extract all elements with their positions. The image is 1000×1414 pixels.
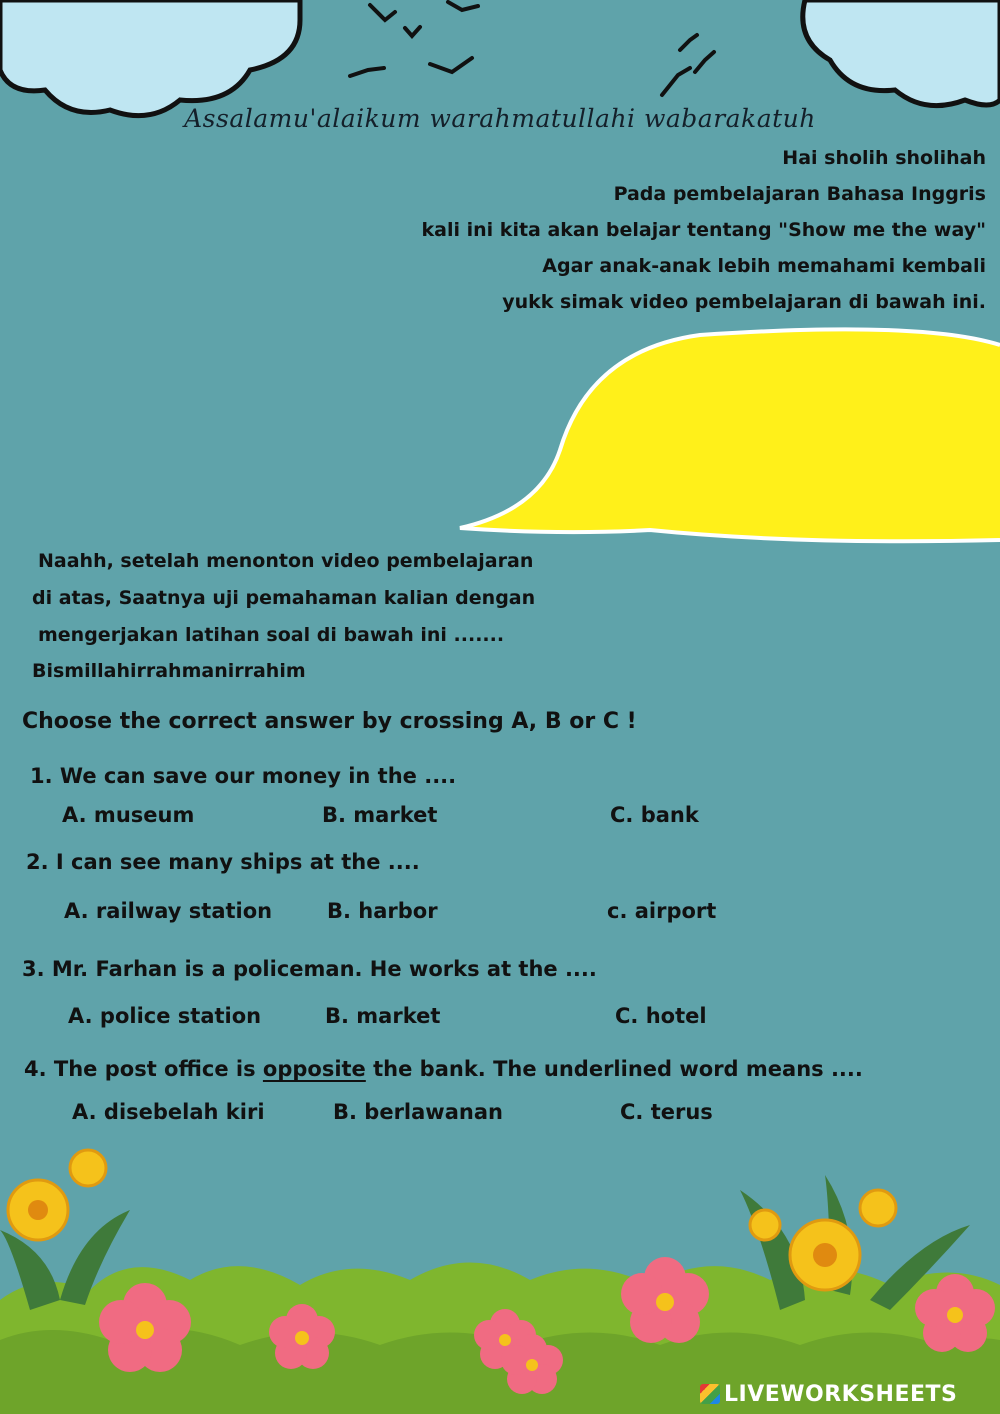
after-video-line-1: Naahh, setelah menonton video pembelajaran xyxy=(38,550,534,572)
question-3-option-c[interactable]: C. hotel xyxy=(615,1004,707,1028)
question-4-text-before: 4. The post office is xyxy=(24,1057,263,1081)
birds-icon xyxy=(350,2,714,95)
speech-bubble-icon xyxy=(460,329,1000,541)
intro-line-4: Agar anak-anak lebih memahami kembali xyxy=(542,255,986,277)
intro-line-5: yukk simak video pembelajaran di bawah ini. xyxy=(502,291,986,313)
question-2-option-b[interactable]: B. harbor xyxy=(327,899,438,923)
question-2-option-a[interactable]: A. railway station xyxy=(64,899,273,923)
question-1-option-c[interactable]: C. bank xyxy=(610,803,699,827)
liveworksheets-logo-icon xyxy=(700,1384,720,1404)
after-video-line-4: Bismillahirrahmanirrahim xyxy=(32,660,306,682)
question-3-option-b[interactable]: B. market xyxy=(325,1004,441,1028)
question-4-underlined-word: opposite xyxy=(262,1057,366,1081)
intro-line-1: Hai sholih sholihah xyxy=(782,147,986,169)
intro-line-2: Pada pembelajaran Bahasa Inggris xyxy=(613,183,986,205)
cloud-right-icon xyxy=(803,0,1000,106)
instruction-text: Choose the correct answer by crossing A, B or C ! xyxy=(22,709,637,734)
question-1-option-a[interactable]: A. museum xyxy=(62,803,195,827)
question-4-option-a[interactable]: A. disebelah kiri xyxy=(72,1100,265,1124)
question-2: 2. I can see many ships at the .... xyxy=(26,850,420,874)
liveworksheets-logo xyxy=(700,1382,957,1407)
greeting-title: Assalamu'alaikum warahmatullahi wabarakatuh xyxy=(184,104,816,133)
after-video-line-3: mengerjakan latihan soal di bawah ini ....... xyxy=(38,624,505,646)
question-2-option-c[interactable]: c. airport xyxy=(607,899,717,923)
question-3-option-a[interactable]: A. police station xyxy=(68,1004,262,1028)
question-1-option-b[interactable]: B. market xyxy=(322,803,438,827)
question-4-text-after: the bank. The underlined word means .... xyxy=(365,1057,863,1081)
cloud-left-icon xyxy=(0,0,300,116)
after-video-line-2: di atas, Saatnya uji pemahaman kalian dengan xyxy=(32,587,536,609)
question-4 xyxy=(24,1057,863,1081)
question-3: 3. Mr. Farhan is a policeman. He works at the .... xyxy=(22,957,597,981)
logo-text: LIVEWORKSHEETS xyxy=(724,1382,958,1407)
question-1: 1. We can save our money in the .... xyxy=(30,764,457,788)
question-4-option-c[interactable]: C. terus xyxy=(620,1100,713,1124)
question-4-option-b[interactable]: B. berlawanan xyxy=(333,1100,503,1124)
intro-line-3: kali ini kita akan belajar tentang "Show me the way" xyxy=(421,219,986,241)
